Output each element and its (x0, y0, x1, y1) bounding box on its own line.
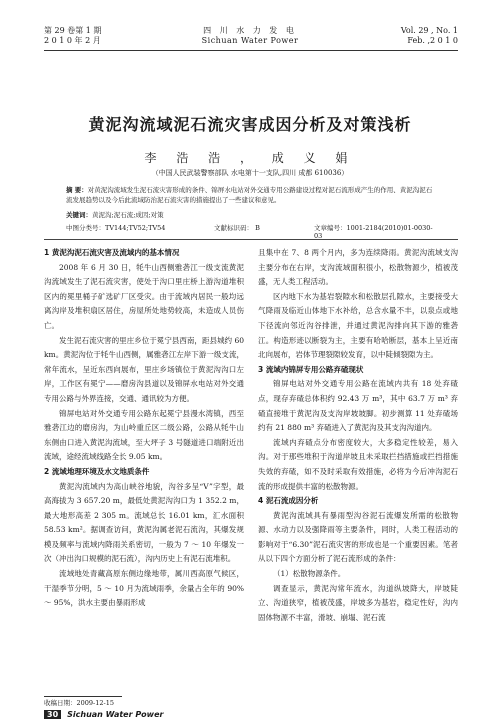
keywords (66, 210, 434, 220)
header-volume-en: Vol. 29 , No. 1 (400, 26, 458, 35)
header-date: 2 0 1 0 年 2 月 (44, 36, 101, 45)
body-paragraph: 区内地下水为基岩裂隙水和松散层孔隙水，主要接受大气降雨及临近山体地下水补给，总含水量不丰，以泉点或地下径流向邻近沟谷排泄，并通过黄泥沟排向其下游的雅砻江。构造形迹以断裂为主，主要有哈哈断层，基本上呈近南北向展布，岩体节理裂隙较发育，以中陡倾裂隙为主。 (258, 291, 458, 360)
header-journal-en: Sichuan Water Power (201, 36, 299, 45)
body-paragraph: 且集中在 7、8 两个月内，多为连续降雨。黄泥沟流域支沟主要分布在右岸，支沟流域面积很小，松散物源少，植被茂盛，无人类工程活动。 (258, 248, 458, 287)
abstract (66, 185, 434, 205)
body-paragraph: 2008 年 6 月 30 日，牦牛山西侧雅砻江一级支流黄泥沟流域发生了泥石流灾害，使处于沟口里庄桥上游沟道堆积区内的冕里桶子矿选矿厂区受灾。由于流域内居民一般均远离沟岸及堆积扇区居住，房屋所处地势较高，未造成人员伤亡。 (44, 262, 244, 330)
body-paragraph: 黄泥沟流域内为高山峡谷地貌，沟谷多呈“V”字型，最高海拔为 3 657.20 m，最低处黄泥沟沟口为 1 352.2 m，最大地形高差 2 305 m。流域总长 16.01 km，汇水面积 58.53 km²。据调查访问，黄泥沟属老泥石流沟，其爆发规模及频率与流域内降雨关系密切，一般为 7 ～ 10 年爆发一次（冲出沟口规模的泥石流），沟内历史上有泥石流堆积。 (44, 481, 244, 564)
body-paragraph: 调查显示，黄泥沟常年流水，沟道纵坡降大，岸坡陡立、沟道狭窄，植被茂盛，岸坡多为基岩，稳定性好，沟内固体物源不丰富，滑坡、崩塌、泥石流 (258, 583, 458, 622)
section-heading: 2 流域地理环境及水文地质条件 (44, 466, 150, 476)
article-number: 文章编号：1001-2184(2010)01-0030-03 (314, 224, 433, 240)
section-heading: 4 泥石流成因分析 (258, 496, 319, 506)
body-paragraph: 流域地处青藏高原东侧边缘地带，属川西高原气候区，干湿季节分明，5 ～ 10 月为流域雨季，余量占全年的 90% ～ 95%，洪水主要由暴雨形成 (44, 569, 244, 608)
body-paragraph: （1）松散物源条件。 (273, 569, 346, 579)
page-footer (44, 710, 163, 719)
article-title: 黄泥沟流域泥石流灾害成因分析及对策浅析 (88, 115, 412, 134)
abstract-label: 摘 要： (66, 186, 88, 194)
header-rule (44, 50, 458, 51)
author-affiliation: （中国人民武装警察部队 水电第十一支队,四川 成都 610036） (151, 169, 349, 177)
section-heading: 1 黄泥沟泥石流灾害及流域内的基本情况 (44, 248, 180, 257)
document-code: 文献标识码： B (214, 224, 260, 232)
header-date-en: Feb. ,2 0 1 0 (407, 36, 458, 45)
keywords-label: 关键词： (66, 211, 92, 219)
keywords-text: 黄泥沟;泥石流;成因;对策 (92, 211, 164, 219)
header-journal-cn: 四 川 水 力 发 电 (203, 26, 297, 35)
article-authors: 李 浩 浩 ， 成 义 娟 (144, 151, 356, 165)
abstract-text: 对黄泥沟流域发生泥石流灾害形成的条件、锦屏水电站对外交通专用公路建设过程对泥石流形成产生的作用、黄泥沟泥石流发展趋势以及今后此流域防治泥石流灾害的措施提出了一些建议和意见。 (66, 186, 433, 204)
footer-journal: Sichuan Water Power (67, 710, 164, 719)
body-paragraph: 流域内弃碴点分布密度较大，大多稳定性较差，易入沟。对于那些堆积于沟道岸坡且未采取拦挡措施或拦挡措施失效的弃碴，如不及时采取有效措施，必将为今后冲沟泥石流的形成提供丰富的松散物源。 (258, 437, 458, 491)
body-paragraph: 发生泥石流灾害的里庄乡位于冕宁县西南，距县城约 60 km。黄泥沟位于牦牛山西侧，属雅砻江左岸下游一级支流，常年流水，呈近东西向展布，里庄乡场镇位于黄泥沟沟口左岸，工作区有冕宁——磨房沟县道以及锦屏水电站对外交通专用公路与外界连接，交通、通讯较为方便。 (44, 335, 244, 403)
page-number: 30 (44, 710, 61, 719)
body-paragraph: 锦屏电站对外交通专用公路在流域内共有 18 处弃碴点，现存弃碴总体积约 92.43 万 m³，其中 63.7 万 m³ 弃碴直接堆于黄泥沟及支沟岸坡坡脚。初步测算 11 处弃碴场约有 21 880 m³ 弃碴进入了黄泥沟及其支沟沟道内。 (258, 379, 458, 433)
right-column (258, 246, 458, 625)
section-heading: 3 流域内锦屏专用公路弃碴现状 (258, 364, 364, 374)
footnote-rule (44, 696, 122, 697)
clc-number: 中图分类号：TV144;TV52;TV54 (66, 224, 166, 232)
header-volume: 第 29 卷第 1 期 (44, 26, 102, 35)
abstract-divider (44, 239, 458, 240)
received-date: 收稿日期：2009-12-15 (44, 699, 114, 707)
body-paragraph: 黄泥沟流域具有暴雨型沟谷泥石流爆发所需的松散物源、水动力以及强降雨等主要条件，同时，人类工程活动的影响对于“6.30”泥石流灾害的形成也是一个重要因素。笔者从以下四个方面分析了泥石流形成的条件： (258, 510, 458, 564)
left-column (44, 246, 244, 611)
body-paragraph: 锦屏电站对外交通专用公路东起冕宁县漫水湾镇，西至雅砻江边的磨房沟，为山岭重丘区二级公路，公路从牦牛山东侧由口进入黄泥沟流域，至大坪子 3 号隧道进口端附近出流域，途经流域线路全长 9.05 km。 (44, 408, 244, 462)
header-issue-en (401, 26, 458, 46)
